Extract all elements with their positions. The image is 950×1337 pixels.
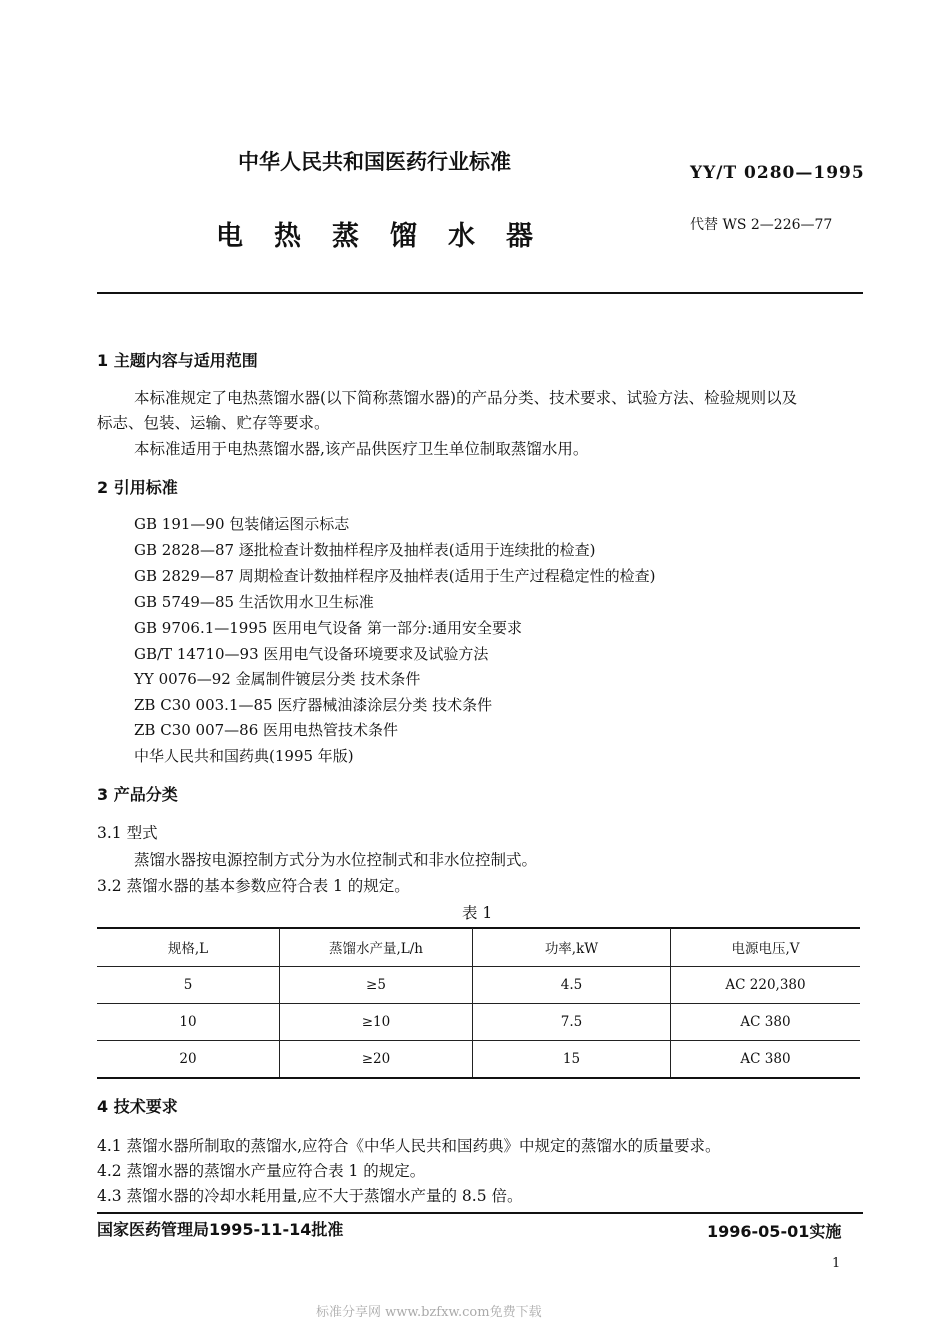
section-3-heading: 3 产品分类 (97, 785, 178, 804)
footer-divider (97, 1212, 863, 1214)
section-2-heading: 2 引用标准 (97, 478, 178, 497)
reference-item: GB 2828—87 逐批检查计数抽样程序及抽样表(适用于连续批的检查) (134, 541, 596, 559)
requirement-item: 4.2 蒸馏水器的蒸馏水产量应符合表 1 的规定。 (97, 1162, 426, 1180)
reference-item: GB 191—90 包装储运图示标志 (134, 515, 350, 533)
table-cell: 10 (97, 1003, 280, 1040)
reference-item: GB 5749—85 生活饮用水卫生标准 (134, 593, 374, 611)
table-cell: 20 (179, 1050, 197, 1067)
approval-date: 国家医药管理局1995-11-14批准 (97, 1220, 344, 1239)
table-cell: 15 (473, 1040, 671, 1077)
table-cell: ≥10 (280, 1003, 473, 1040)
table-row (97, 1003, 860, 1040)
standard-org-title: 中华人民共和国医药行业标准 (238, 150, 511, 174)
table-header-row (97, 928, 860, 966)
table-bottom-rule (97, 1077, 860, 1079)
section-1-paragraph-1a: 本标准规定了电热蒸馏水器(以下简称蒸馏水器)的产品分类、技术要求、试验方法、检验规则以及 (134, 389, 798, 407)
section-1-heading: 1 主题内容与适用范围 (97, 351, 258, 370)
table-header-cell: 规格,L (97, 928, 280, 966)
table-cell: ≥20 (280, 1040, 473, 1077)
table-row (97, 1040, 860, 1077)
reference-item: GB/T 14710—93 医用电气设备环境要求及试验方法 (134, 645, 489, 663)
section-3-1-text: 蒸馏水器按电源控制方式分为水位控制式和非水位控制式。 (134, 851, 538, 869)
table-header-cell: 电源电压,V (671, 928, 861, 966)
reference-item: GB 2829—87 周期检查计数抽样程序及抽样表(适用于生产过程稳定性的检查) (134, 567, 656, 585)
table-cell: 5 (97, 966, 280, 1003)
table-cell: ≥5 (280, 966, 473, 1003)
reference-item: 中华人民共和国药典(1995 年版) (134, 747, 354, 765)
table-cell: 7.5 (473, 1003, 671, 1040)
requirement-item: 4.3 蒸馏水器的冷却水耗用量,应不大于蒸馏水产量的 8.5 倍。 (97, 1187, 523, 1205)
implementation-date: 1996-05-01实施 (707, 1222, 842, 1241)
table-row (97, 966, 860, 1003)
table-cell: AC 380 (671, 1003, 861, 1040)
section-4-heading: 4 技术要求 (97, 1097, 178, 1116)
document-title: 电热蒸馏水器 (216, 221, 564, 252)
section-3-2-text: 3.2 蒸馏水器的基本参数应符合表 1 的规定。 (97, 877, 410, 895)
table-cell: 4.5 (473, 966, 671, 1003)
section-3-1-heading: 3.1 型式 (97, 824, 158, 842)
reference-item: GB 9706.1—1995 医用电气设备 第一部分:通用安全要求 (134, 619, 523, 637)
header-divider (97, 292, 863, 294)
table-caption: 表 1 (462, 904, 493, 922)
reference-item: YY 0076—92 金属制件镀层分类 技术条件 (134, 670, 421, 688)
table-cell: AC 220,380 (671, 966, 861, 1003)
section-1-paragraph-2: 本标准适用于电热蒸馏水器,该产品供医疗卫生单位制取蒸馏水用。 (134, 440, 589, 458)
parameters-table (97, 928, 860, 1077)
page-number: 1 (832, 1256, 841, 1271)
standard-code: YY/T 0280—1995 (690, 163, 865, 183)
reference-item: ZB C30 007—86 医用电热管技术条件 (134, 721, 399, 739)
table-header-cell: 功率,kW (473, 928, 671, 966)
table-cell: AC 380 (671, 1040, 861, 1077)
table-header-cell: 蒸馏水产量,L/h (280, 928, 473, 966)
replaces-note: 代替 WS 2—226—77 (690, 217, 833, 233)
watermark-text: 标准分享网 www.bzfxw.com免费下载 (316, 1305, 542, 1320)
section-1-paragraph-1b: 标志、包装、运输、贮存等要求。 (97, 414, 330, 432)
requirement-item: 4.1 蒸馏水器所制取的蒸馏水,应符合《中华人民共和国药典》中规定的蒸馏水的质量要求。 (97, 1137, 721, 1155)
reference-item: ZB C30 003.1—85 医疗器械油漆涂层分类 技术条件 (134, 696, 493, 714)
